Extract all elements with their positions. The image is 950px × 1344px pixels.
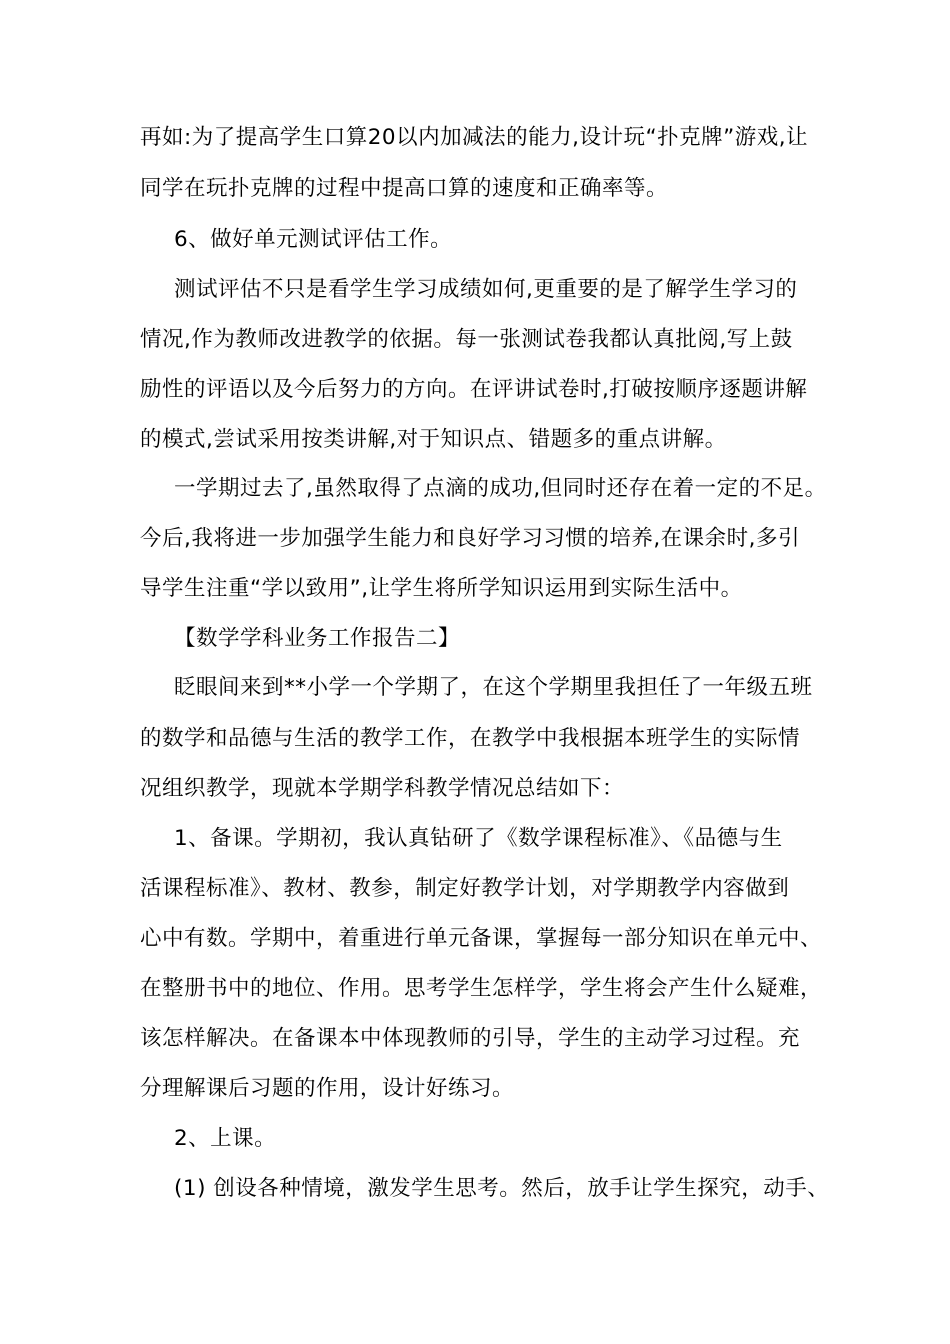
- text-line: (1) 创设各种情境，激发学生思考。然后，放手让学生探究，动手、: [174, 1176, 830, 1201]
- text-line: 今后,我将进一步加强学生能力和良好学习习惯的培养,在课余时,多引: [140, 526, 801, 551]
- text-line: 再如:为了提高学生口算20以内加减法的能力,设计玩“扑克牌”游戏,让: [140, 125, 809, 150]
- text-line: 在整册书中的地位、作用。思考学生怎样学，学生将会产生什么疑难，: [140, 976, 823, 1001]
- text-line: 活课程标准》、教材、教参，制定好教学计划，对学期教学内容做到: [140, 876, 790, 901]
- text-line: 同学在玩扑克牌的过程中提高口算的速度和正确率等。: [140, 176, 669, 201]
- text-line: 情况,作为教师改进教学的依据。每一张测试卷我都认真批阅,写上鼓: [140, 327, 793, 352]
- section-heading: 6、做好单元测试评估工作。: [174, 227, 453, 252]
- text-line: 况组织教学，现就本学期学科教学情况总结如下：: [140, 776, 625, 801]
- text-line: 该怎样解决。在备课本中体现教师的引导，学生的主动学习过程。充: [140, 1026, 801, 1051]
- section-heading: 2、上课。: [174, 1126, 277, 1151]
- text-line: 心中有数。学期中，着重进行单元备课，掌握每一部分知识在单元中、: [140, 926, 823, 951]
- section-title: 【数学学科业务工作报告二】: [174, 626, 461, 651]
- text-line: 1、备课。学期初，我认真钻研了《数学课程标准》、《品德与生: [174, 826, 783, 851]
- text-line: 导学生注重“学以致用”,让学生将所学知识运用到实际生活中。: [140, 576, 743, 601]
- text-line: 测试评估不只是看学生学习成绩如何,更重要的是了解学生学习的: [174, 277, 798, 302]
- text-line: 眨眼间来到**小学一个学期了，在这个学期里我担任了一年级五班: [174, 675, 813, 700]
- text-line: 一学期过去了,虽然取得了点滴的成功,但同时还存在着一定的不足。: [174, 476, 827, 501]
- text-line: 的模式,尝试采用按类讲解,对于知识点、错题多的重点讲解。: [140, 427, 727, 452]
- text-line: 励性的评语以及今后努力的方向。在评讲试卷时,打破按顺序逐题讲解: [140, 377, 808, 402]
- text-line: 的数学和品德与生活的教学工作，在教学中我根据本班学生的实际情: [140, 726, 801, 751]
- text-line: 分理解课后习题的作用，设计好练习。: [140, 1076, 515, 1101]
